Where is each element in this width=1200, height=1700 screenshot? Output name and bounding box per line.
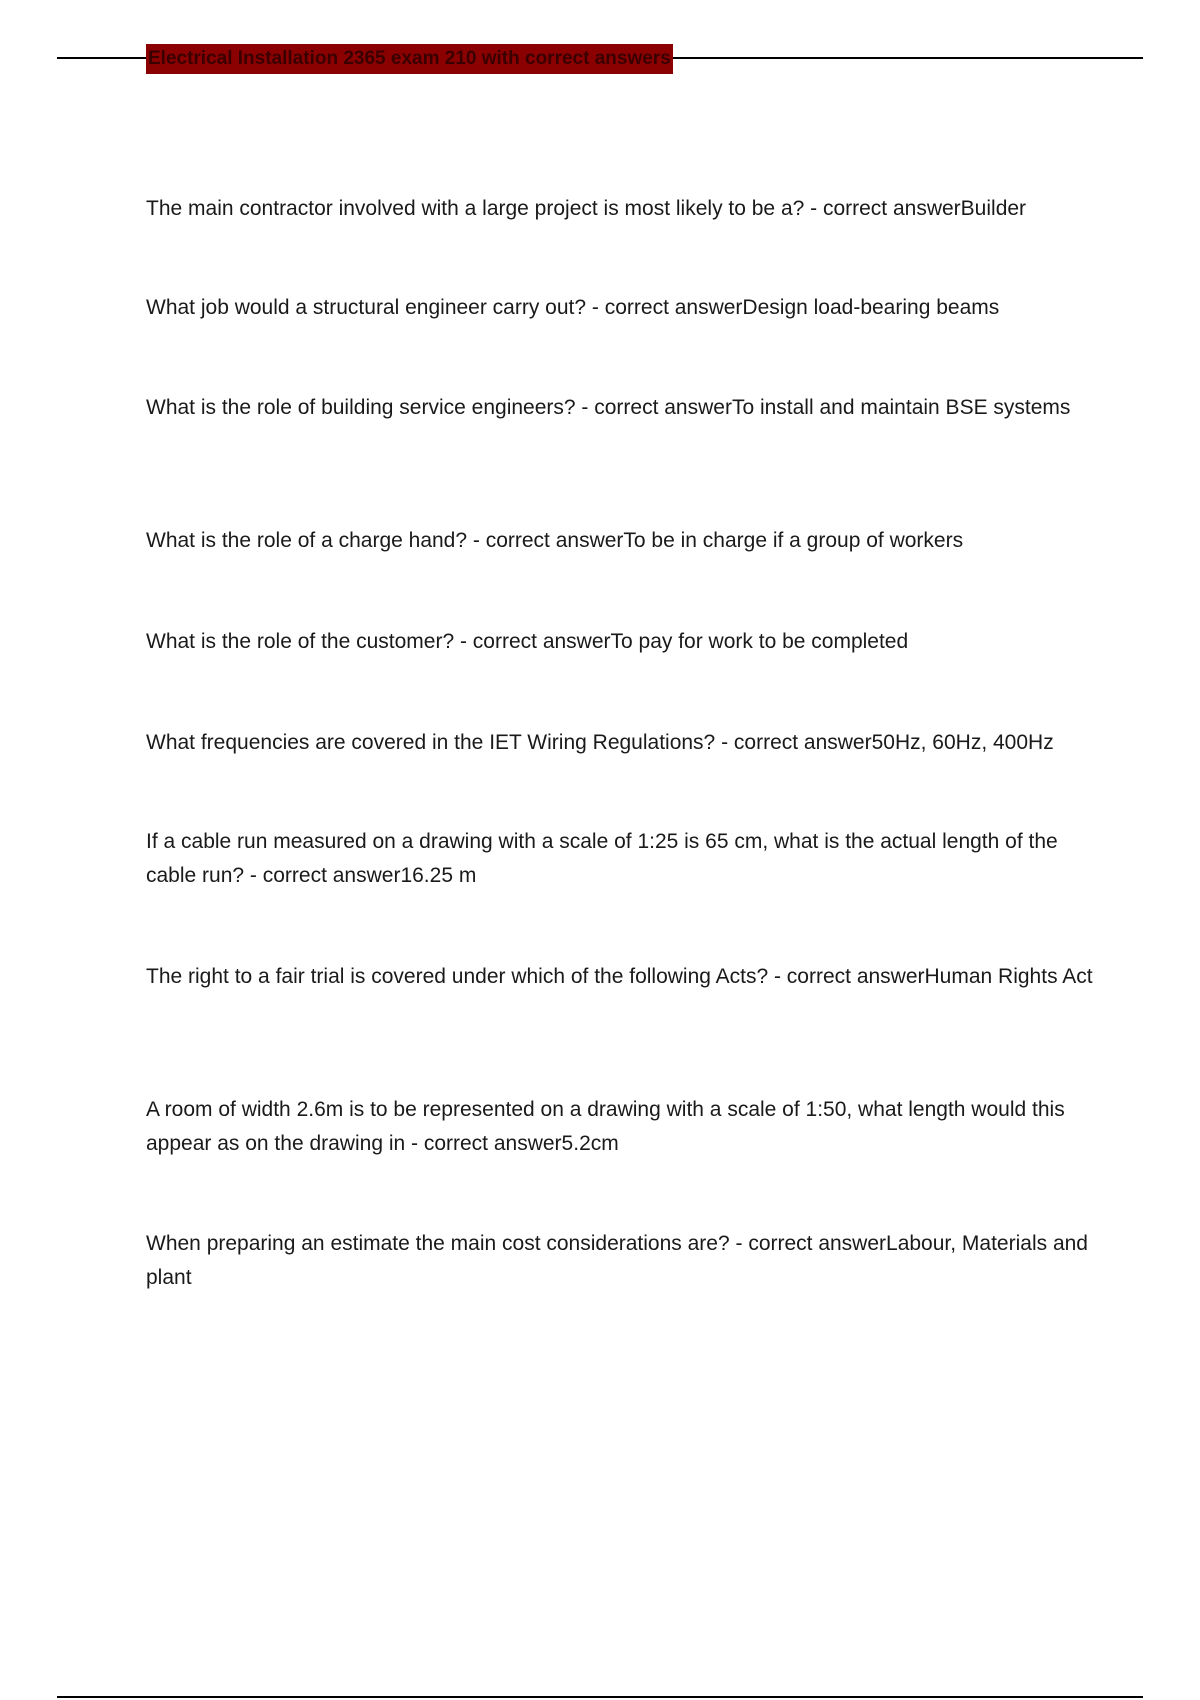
document-title: Electrical Installation 2365 exam 210 with correct answers [146,44,673,74]
qa-item: If a cable run measured on a drawing with a scale of 1:25 is 65 cm, what is the actual length of the cable run? - correct answer16.25 m [146,830,1058,887]
qa-item: A room of width 2.6m is to be represented on a drawing with a scale of 1:50, what length would this appear as on the drawing in - correct answer5.2cm [146,1098,1065,1155]
qa-item: The right to a fair trial is covered under which of the following Acts? - correct answerHuman Rights Act [146,965,1093,988]
qa-item: The main contractor involved with a large project is most likely to be a? - correct answerBuilder [146,197,1027,220]
qa-item: What job would a structural engineer carry out? - correct answerDesign load-bearing beams [146,296,1000,319]
qa-item: What frequencies are covered in the IET Wiring Regulations? - correct answer50Hz, 60Hz, 400Hz [146,731,1054,754]
footer-rule [57,1696,1143,1698]
qa-item: When preparing an estimate the main cost considerations are? - correct answerLabour, Materials and plant [146,1232,1088,1289]
qa-item: What is the role of the customer? - correct answerTo pay for work to be completed [146,630,909,653]
qa-item: What is the role of building service engineers? - correct answerTo install and maintain BSE systems [146,396,1071,419]
qa-item: What is the role of a charge hand? - correct answerTo be in charge if a group of workers [146,529,964,552]
